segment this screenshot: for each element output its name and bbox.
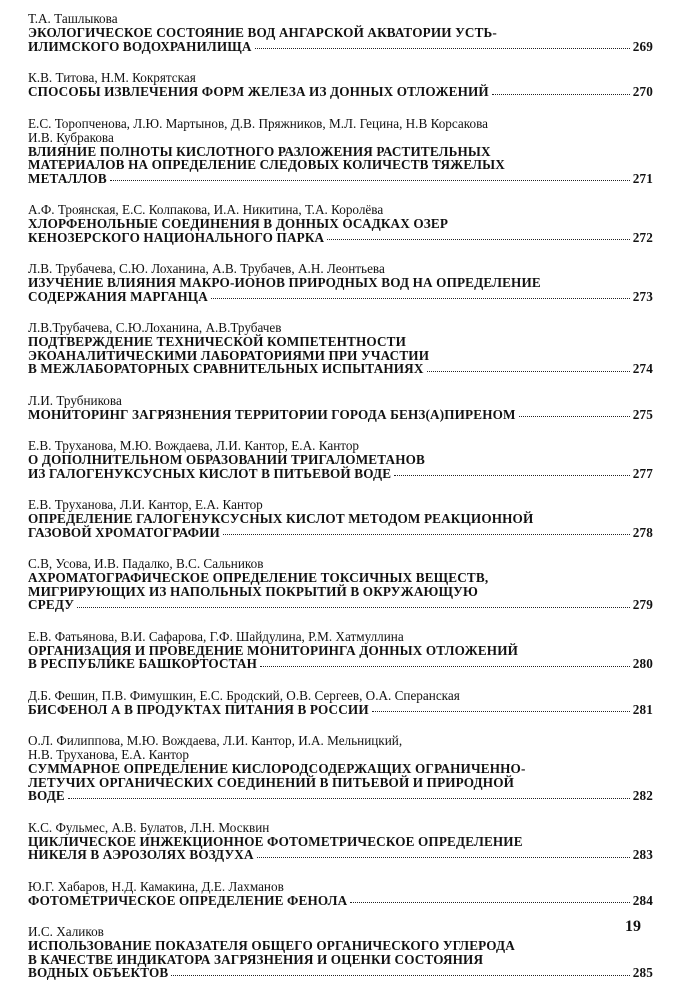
toc-entry-page[interactable]: 281 xyxy=(632,701,653,717)
toc-entry-page[interactable]: 280 xyxy=(632,656,653,671)
toc-entry-title-line: О ДОПОЛНИТЕЛЬНОМ ОБРАЗОВАНИИ ТРИГАЛОМЕТАНОВ xyxy=(28,452,425,467)
toc-entry-title-line: ЭКОАНАЛИТИЧЕСКИМИ ЛАБОРАТОРИЯМИ ПРИ УЧАСТИИ xyxy=(28,347,430,363)
toc-entry xyxy=(28,630,653,671)
toc-entry-authors: Л.И. Трубникова xyxy=(28,392,122,408)
toc-entry-title-end: ФОТОМЕТРИЧЕСКОЕ ОПРЕДЕЛЕНИЕ ФЕНОЛА xyxy=(28,892,348,908)
toc-entry xyxy=(28,12,653,53)
toc-entry-title-end: СРЕДУ xyxy=(28,597,75,612)
dot-leader xyxy=(492,94,630,95)
toc-entry-title-line: АХРОМАТОГРАФИЧЕСКОЕ ОПРЕДЕЛЕНИЕ ТОКСИЧНЫХ ВЕЩЕСТВ, xyxy=(28,570,489,585)
toc-entry-title-line: ЭКОЛОГИЧЕСКОЕ СОСТОЯНИЕ ВОД АНГАРСКОЙ АКВАТОРИИ УСТЬ- xyxy=(28,25,497,40)
dot-leader xyxy=(223,534,630,535)
toc-entry-page[interactable]: 284 xyxy=(632,892,653,908)
toc-entry-title-end: ВОДНЫХ ОБЪЕКТОВ xyxy=(28,965,169,980)
dot-leader xyxy=(327,239,630,240)
toc-entry xyxy=(28,880,653,908)
toc-entry-authors: Е.В. Фатьянова, В.И. Сафарова, Г.Ф. Шайдулина, Р.М. Хатмуллина xyxy=(28,628,404,644)
toc-entry xyxy=(28,262,653,303)
toc-entry-page[interactable]: 282 xyxy=(632,788,653,803)
toc-entry xyxy=(28,71,653,99)
toc-entry-title-line: ЦИКЛИЧЕСКОЕ ИНЖЕКЦИОННОЕ ФОТОМЕТРИЧЕСКОЕ ОПРЕДЕЛЕНИЕ xyxy=(28,833,523,849)
toc-entry-last-line xyxy=(28,848,653,862)
toc-entry-authors: Е.С. Торопченова, Л.Ю. Мартынов, Д.В. Пряжников, М.Л. Гецина, Н.В Корсакова xyxy=(28,115,489,131)
toc-entry-page[interactable]: 285 xyxy=(632,965,653,980)
dot-leader xyxy=(77,607,630,608)
dot-leader xyxy=(211,298,630,299)
toc-entry-title-line: МАТЕРИАЛОВ НА ОПРЕДЕЛЕНИЕ СЛЕДОВЫХ КОЛИЧЕСТВ ТЯЖЕЛЫХ xyxy=(28,157,505,172)
dot-leader xyxy=(171,975,629,976)
toc-entry-title-end: В МЕЖЛАБОРАТОРНЫХ СРАВНИТЕЛЬНЫХ ИСПЫТАНИЯХ xyxy=(28,361,424,376)
toc-entry xyxy=(28,689,653,717)
toc-entry-authors: Е.В. Труханова, Л.И. Кантор, Е.А. Кантор xyxy=(28,497,263,512)
toc-entry-last-line xyxy=(28,703,653,717)
toc-entry-authors: И.В. Кубракова xyxy=(28,129,114,145)
dot-leader xyxy=(427,371,630,372)
toc-entry-page[interactable]: 273 xyxy=(632,288,653,304)
toc-entry-title-end: ГАЗОВОЙ ХРОМАТОГРАФИИ xyxy=(28,524,220,540)
toc-entry xyxy=(28,203,653,244)
toc-entry-last-line xyxy=(28,789,653,803)
toc-entry xyxy=(28,557,653,612)
toc-entry-authors: Т.А. Ташлыкова xyxy=(28,11,118,26)
toc-entry-last-line xyxy=(28,85,653,99)
toc-entry-title-end: КЕНОЗЕРСКОГО НАЦИОНАЛЬНОГО ПАРКА xyxy=(28,229,325,245)
toc-entry-title-end: ИЛИМСКОГО ВОДОХРАНИЛИЩА xyxy=(28,38,252,54)
toc-entry-authors: О.Л. Филиппова, М.Ю. Вождаева, Л.И. Кантор, И.А. Мельницкий, xyxy=(28,733,403,748)
toc-entry-authors: И.С. Халиков xyxy=(28,924,104,939)
toc-entry-title-end: СПОСОБЫ ИЗВЛЕЧЕНИЯ ФОРМ ЖЕЛЕЗА ИЗ ДОННЫХ ОТЛОЖЕНИЙ xyxy=(28,84,489,99)
toc-entry-last-line xyxy=(28,362,653,376)
toc-entry-title-line: ЛЕТУЧИХ ОРГАНИЧЕСКИХ СОЕДИНЕНИЙ В ПИТЬЕВОЙ И ПРИРОДНОЙ xyxy=(28,774,515,790)
toc-entry-title-line: ОРГАНИЗАЦИЯ И ПРОВЕДЕНИЕ МОНИТОРИНГА ДОННЫХ ОТЛОЖЕНИЙ xyxy=(28,642,519,658)
dot-leader xyxy=(110,180,630,181)
toc-entry-page[interactable]: 274 xyxy=(632,361,653,376)
toc-entry-last-line xyxy=(28,657,653,671)
toc-entry-title-line: В КАЧЕСТВЕ ИНДИКАТОРА ЗАГРЯЗНЕНИЯ И ОЦЕНКИ СОСТОЯНИЯ xyxy=(28,951,484,967)
dot-leader xyxy=(260,666,630,667)
toc-entry-last-line xyxy=(28,526,653,540)
toc-entry-title-line: ИЗУЧЕНИЕ ВЛИЯНИЯ МАКРО-ИОНОВ ПРИРОДНЫХ ВОД НА ОПРЕДЕЛЕНИЕ xyxy=(28,275,541,290)
dot-leader xyxy=(68,798,630,799)
toc-entry-title-line: СУММАРНОЕ ОПРЕДЕЛЕНИЕ КИСЛОРОДСОДЕРЖАЩИХ ОГРАНИЧЕННО- xyxy=(28,761,526,776)
toc-entry-title-end: МЕТАЛЛОВ xyxy=(28,170,107,186)
toc-entry-title-end: ВОДЕ xyxy=(28,788,65,803)
toc-entry-title-end: БИСФЕНОЛ А В ПРОДУКТАХ ПИТАНИЯ В РОССИИ xyxy=(28,701,369,717)
toc-entry-page[interactable]: 269 xyxy=(632,38,653,54)
table-of-contents xyxy=(28,12,653,998)
toc-entry-authors: К.С. Фульмес, А.В. Булатов, Л.Н. Москвин xyxy=(28,819,270,835)
toc-entry-title-line: ИСПОЛЬЗОВАНИЕ ПОКАЗАТЕЛЯ ОБЩЕГО ОРГАНИЧЕСКОГО УГЛЕРОДА xyxy=(28,938,515,953)
dot-leader xyxy=(519,416,630,417)
dot-leader xyxy=(255,48,630,49)
toc-entry-authors: Ю.Г. Хабаров, Н.Д. Камакина, Д.Е. Лахманов xyxy=(28,878,284,894)
toc-entry-page[interactable]: 275 xyxy=(632,406,653,422)
toc-entry-authors: Е.В. Труханова, М.Ю. Вождаева, Л.И. Кантор, Е.А. Кантор xyxy=(28,438,360,453)
toc-entry-last-line xyxy=(28,598,653,612)
toc-entry xyxy=(28,439,653,480)
page-number: 19 xyxy=(625,918,641,935)
toc-entry-page[interactable]: 271 xyxy=(632,170,653,186)
dot-leader xyxy=(350,902,629,903)
toc-entry-last-line xyxy=(28,231,653,245)
toc-entry-page[interactable]: 279 xyxy=(632,597,653,612)
toc-entry-authors: Д.Б. Фешин, П.В. Фимушкин, Е.С. Бродский, О.В. Сергеев, О.А. Сперанская xyxy=(28,687,460,703)
dot-leader xyxy=(394,475,630,476)
toc-entry-page[interactable]: 277 xyxy=(632,465,653,481)
toc-entry-last-line xyxy=(28,40,653,54)
toc-entry-authors: С.В, Усова, И.В. Падалко, В.С. Сальников xyxy=(28,556,264,571)
toc-entry-page[interactable]: 283 xyxy=(632,847,653,862)
toc-entry-title-end: НИКЕЛЯ В АЭРОЗОЛЯХ ВОЗДУХА xyxy=(28,847,254,862)
toc-entry-last-line xyxy=(28,966,653,980)
toc-entry xyxy=(28,925,653,980)
toc-entry-title-end: ИЗ ГАЛОГЕНУКСУСНЫХ КИСЛОТ В ПИТЬЕВОЙ ВОДЕ xyxy=(28,465,392,481)
toc-entry xyxy=(28,734,653,803)
toc-entry-authors: К.В. Титова, Н.М. Кокрятская xyxy=(28,70,196,85)
toc-entry-last-line xyxy=(28,172,653,186)
toc-entry xyxy=(28,321,653,376)
toc-entry-page[interactable]: 270 xyxy=(632,84,653,99)
toc-entry-authors: Л.В. Трубачева, С.Ю. Лоханина, А.В. Трубачев, А.Н. Леонтьева xyxy=(28,261,385,276)
toc-entry xyxy=(28,821,653,862)
toc-entry-last-line xyxy=(28,408,653,422)
toc-entry-title-line: ОПРЕДЕЛЕНИЕ ГАЛОГЕНУКСУСНЫХ КИСЛОТ МЕТОДОМ РЕАКЦИОННОЙ xyxy=(28,511,534,526)
toc-entry-title-line: ВЛИЯНИЕ ПОЛНОТЫ КИСЛОТНОГО РАЗЛОЖЕНИЯ РАСТИТЕЛЬНЫХ xyxy=(28,143,491,159)
toc-entry-title-line: ПОДТВЕРЖДЕНИЕ ТЕХНИЧЕСКОЙ КОМПЕТЕНТНОСТИ xyxy=(28,334,406,349)
dot-leader xyxy=(372,711,630,712)
toc-entry-title-end: МОНИТОРИНГ ЗАГРЯЗНЕНИЯ ТЕРРИТОРИИ ГОРОДА БЕНЗ(А)ПИРЕНОМ xyxy=(28,406,516,422)
toc-entry xyxy=(28,394,653,422)
toc-entry-page[interactable]: 278 xyxy=(632,524,653,540)
toc-entry-authors: Л.В.Трубачева, С.Ю.Лоханина, А.В.Трубачев xyxy=(28,320,282,335)
toc-entry-title-end: СОДЕРЖАНИЯ МАРГАНЦА xyxy=(28,288,208,304)
toc-entry-title-line: ХЛОРФЕНОЛЬНЫЕ СОЕДИНЕНИЯ В ДОННЫХ ОСАДКАХ ОЗЕР xyxy=(28,216,449,231)
toc-entry-last-line xyxy=(28,467,653,481)
toc-entry-authors: А.Ф. Троянская, Е.С. Колпакова, И.А. Никитина, Т.А. Королёва xyxy=(28,202,384,217)
dot-leader xyxy=(257,857,630,858)
toc-entry xyxy=(28,117,653,186)
toc-entry-title-end: В РЕСПУБЛИКЕ БАШКОРТОСТАН xyxy=(28,656,258,671)
toc-entry xyxy=(28,498,653,539)
toc-entry-last-line xyxy=(28,894,653,908)
toc-entry-authors: Н.В. Труханова, Е.А. Кантор xyxy=(28,747,189,762)
toc-entry-title-line: МИГРИРУЮЩИХ ИЗ НАПОЛЬНЫХ ПОКРЫТИЙ В ОКРУЖАЮЩУЮ xyxy=(28,583,478,599)
toc-entry-page[interactable]: 272 xyxy=(632,229,653,245)
toc-entry-last-line xyxy=(28,290,653,304)
